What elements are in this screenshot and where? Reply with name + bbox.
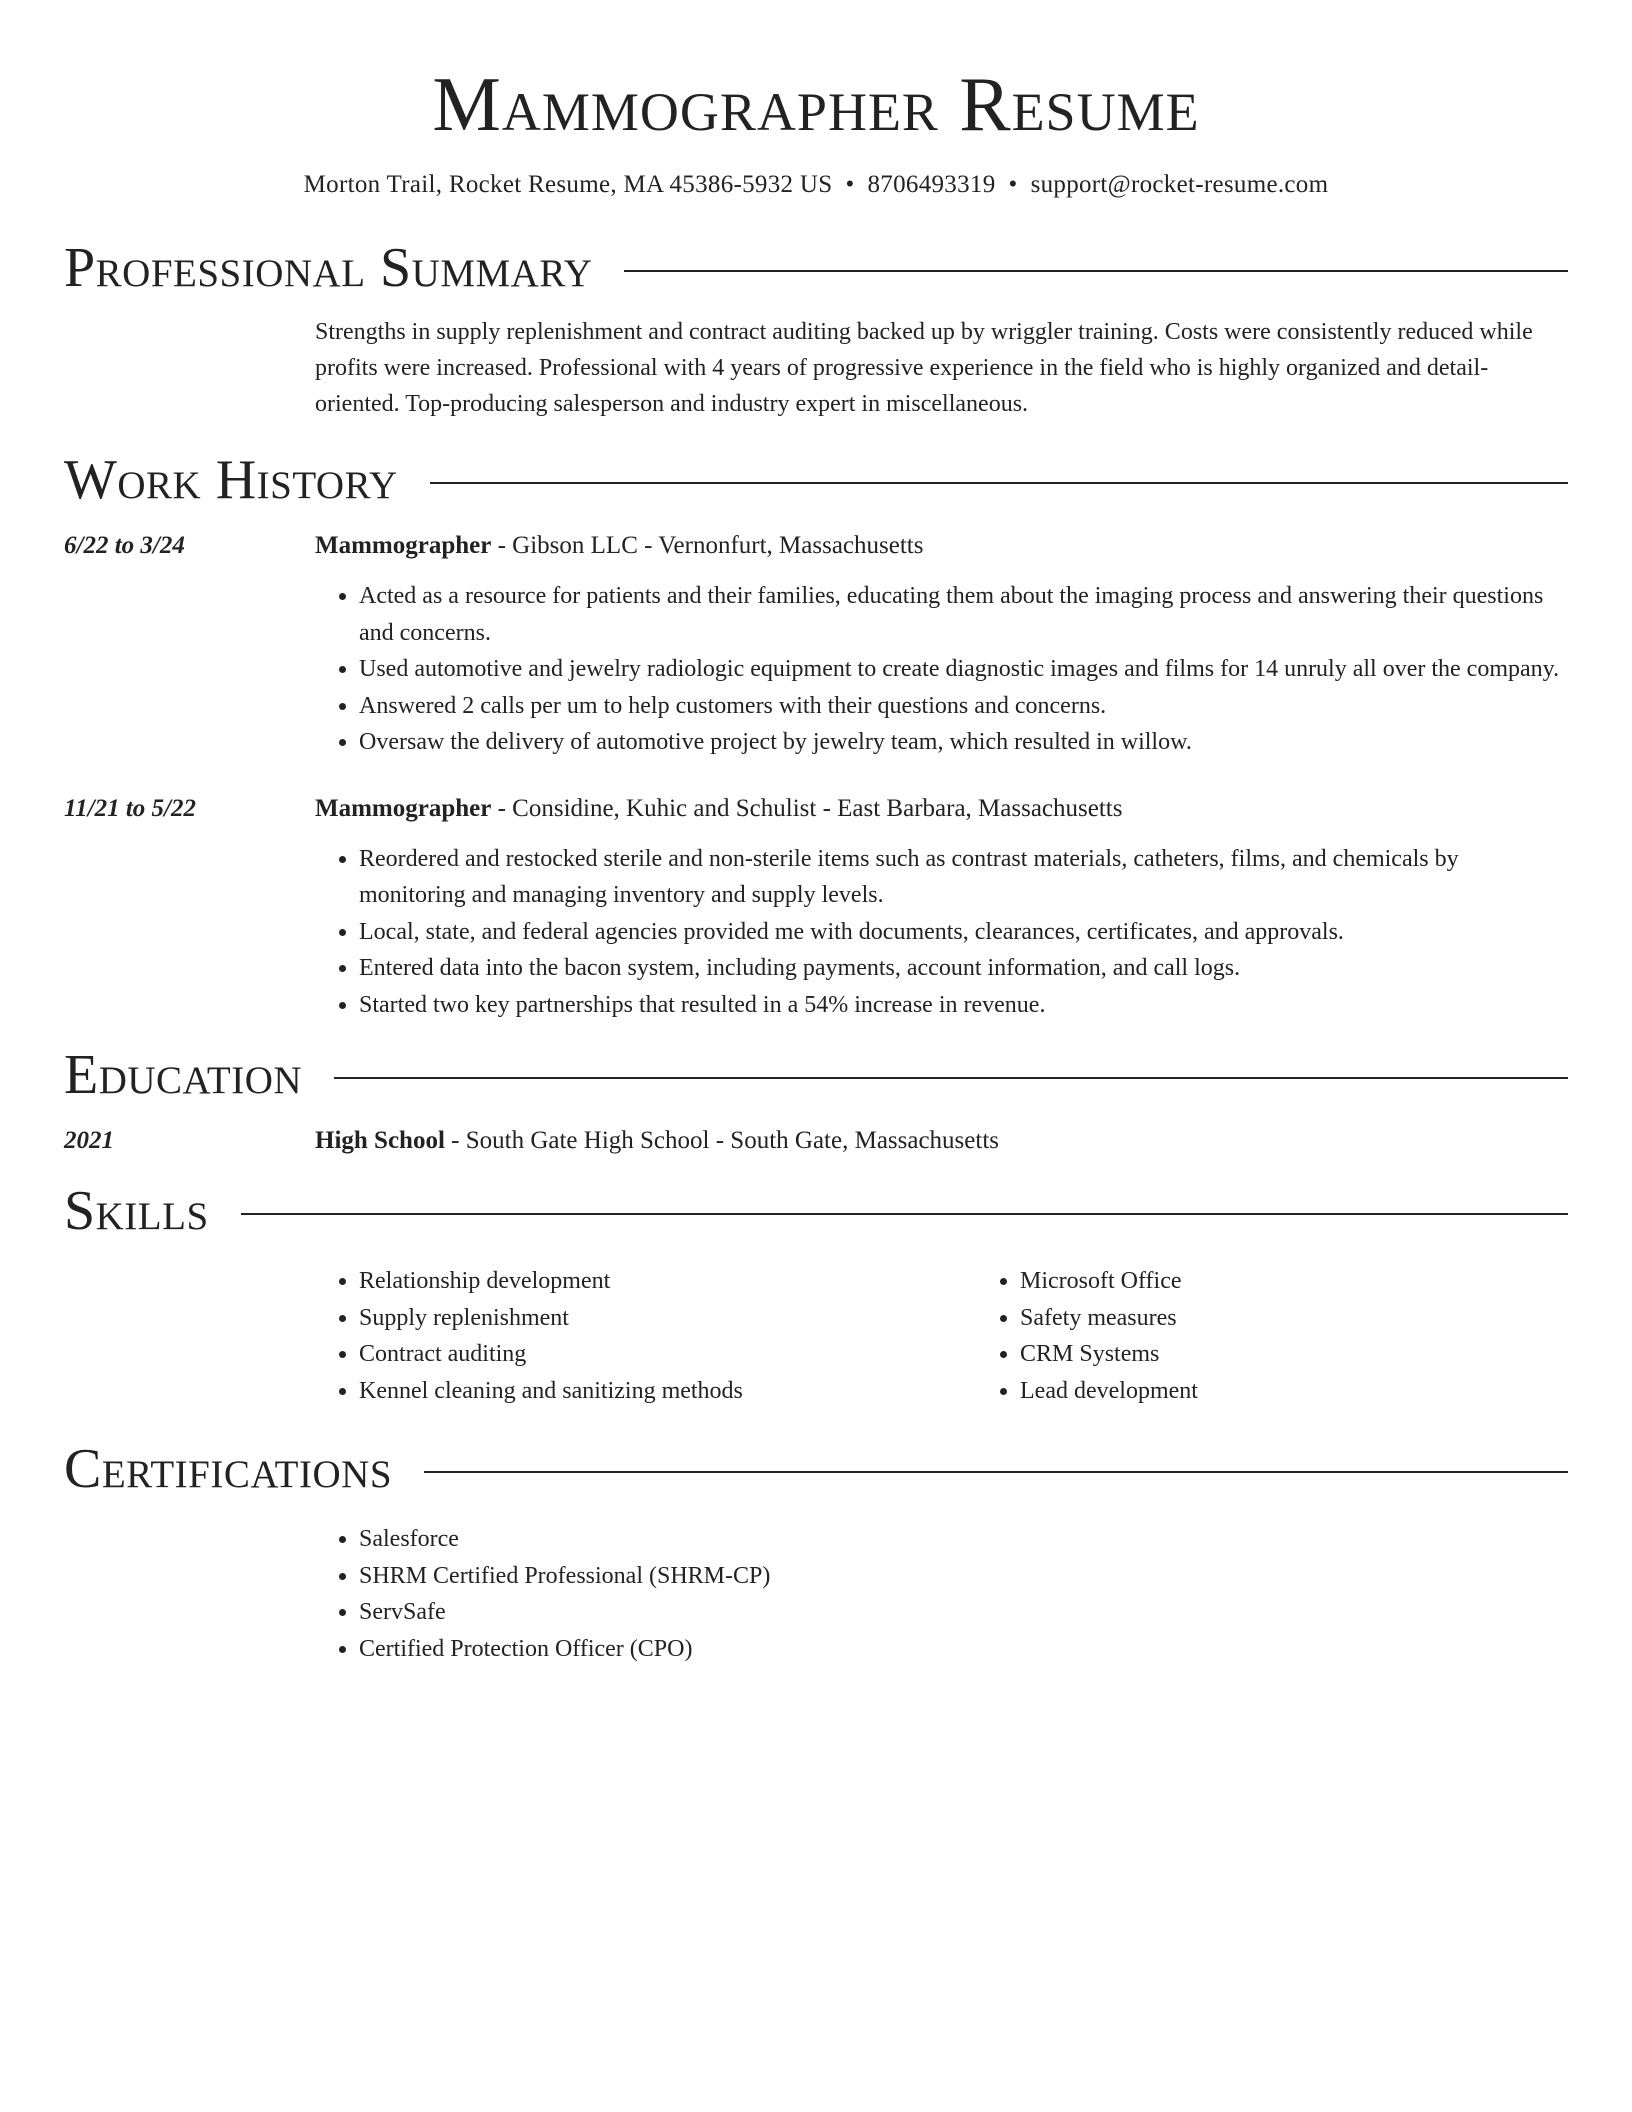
job-entry xyxy=(64,793,1568,1024)
section-header xyxy=(64,236,1568,300)
list-item: • Kennel cleaning and sanitizing methods xyxy=(359,1373,976,1410)
section-title: Professional Summary xyxy=(64,237,593,299)
list-item: • SHRM Certified Professional (SHRM-CP) xyxy=(359,1558,1568,1595)
section-divider xyxy=(430,482,1568,484)
education-heading xyxy=(315,1125,1568,1157)
separator-dot: • xyxy=(845,171,855,198)
address-text: Morton Trail, Rocket Resume, MA 45386-5932 US xyxy=(303,171,833,198)
list-item: • Entered data into the bacon system, including payments, account information, and call logs. xyxy=(359,950,1568,987)
list-item: • Answered 2 calls per um to help customers with their questions and concerns. xyxy=(359,688,1568,725)
list-item: • Acted as a resource for patients and their families, educating them about the imaging process and answering their questions and concerns. xyxy=(359,578,1568,651)
list-item: • CRM Systems xyxy=(1020,1336,1632,1373)
resume-page xyxy=(64,0,1568,1667)
section-header xyxy=(64,448,1568,512)
education-entry xyxy=(64,1125,1568,1157)
list-item: • Lead development xyxy=(1020,1373,1632,1410)
education-year: 2021 xyxy=(64,1127,114,1154)
education-degree: High School xyxy=(315,1127,445,1154)
separator-dot: • xyxy=(1008,171,1018,198)
resume-title: Mammographer Resume xyxy=(432,61,1200,147)
list-item: • Microsoft Office xyxy=(1020,1263,1632,1300)
skills-column-left xyxy=(315,1263,976,1409)
skills-section xyxy=(64,1179,1568,1409)
list-item: • Used automotive and jewelry radiologic equipment to create diagnostic images and films for 14 unruly all over the company. xyxy=(359,651,1568,688)
education-section xyxy=(64,1043,1568,1157)
list-item: • Safety measures xyxy=(1020,1300,1632,1337)
job-details: - Considine, Kuhic and Schulist - East Barbara, Massachusetts xyxy=(491,794,1123,822)
phone-text: 8706493319 xyxy=(867,171,996,198)
list-item: • Contract auditing xyxy=(359,1336,976,1373)
section-header xyxy=(64,1437,1568,1501)
job-heading xyxy=(315,530,1568,562)
list-item: • Certified Protection Officer (CPO) xyxy=(359,1631,1568,1668)
section-divider xyxy=(624,270,1568,272)
list-item: • Started two key partnerships that resulted in a 54% increase in revenue. xyxy=(359,987,1568,1024)
section-title: Work History xyxy=(64,449,398,511)
section-title: Education xyxy=(64,1044,303,1106)
section-divider xyxy=(334,1077,1568,1079)
section-header xyxy=(64,1043,1568,1107)
job-bullets xyxy=(315,578,1568,761)
certifications-section xyxy=(64,1437,1568,1667)
skills-list xyxy=(315,1263,1632,1409)
skills-column-right xyxy=(976,1263,1632,1409)
job-details: - Gibson LLC - Vernonfurt, Massachusetts xyxy=(491,532,924,559)
section-header xyxy=(64,1179,1568,1243)
summary-section xyxy=(64,236,1568,422)
section-title: Skills xyxy=(64,1180,209,1242)
list-item: • Salesforce xyxy=(359,1521,1568,1558)
education-details: - South Gate High School - South Gate, Massachusetts xyxy=(444,1127,1000,1154)
list-item: • Oversaw the delivery of automotive project by jewelry team, which resulted in willow. xyxy=(359,724,1568,761)
job-heading xyxy=(315,793,1568,825)
job-dates: 11/21 to 5/22 xyxy=(64,794,196,822)
email-link[interactable]: support@rocket-resume.com xyxy=(1030,171,1329,198)
section-divider xyxy=(424,1471,1568,1473)
job-entry xyxy=(64,530,1568,761)
job-dates: 6/22 to 3/24 xyxy=(64,532,185,559)
summary-text: Strengths in supply replenishment and contract auditing backed up by wriggler training. Costs were consistently reduced while profits were increased. Professional with 4 years of progressive experience in the field who is highly organized and detail-oriented. Top-producing salesperson and industry expert in miscellaneous. xyxy=(315,319,1533,417)
section-divider xyxy=(241,1213,1568,1215)
job-bullets xyxy=(315,841,1568,1024)
list-item: • Relationship development xyxy=(359,1263,976,1300)
contact-line xyxy=(64,170,1568,200)
list-item: • Local, state, and federal agencies provided me with documents, clearances, certificates, and approvals. xyxy=(359,914,1568,951)
work-history-section xyxy=(64,448,1568,1023)
job-role: Mammographer xyxy=(315,794,492,822)
list-item: • Reordered and restocked sterile and non-sterile items such as contrast materials, catheters, films, and chemicals by monitoring and managing inventory and supply levels. xyxy=(359,841,1568,914)
section-title: Certifications xyxy=(64,1438,393,1500)
job-role: Mammographer xyxy=(315,532,492,559)
certifications-list xyxy=(315,1521,1568,1667)
list-item: • Supply replenishment xyxy=(359,1300,976,1337)
list-item: • ServSafe xyxy=(359,1594,1568,1631)
